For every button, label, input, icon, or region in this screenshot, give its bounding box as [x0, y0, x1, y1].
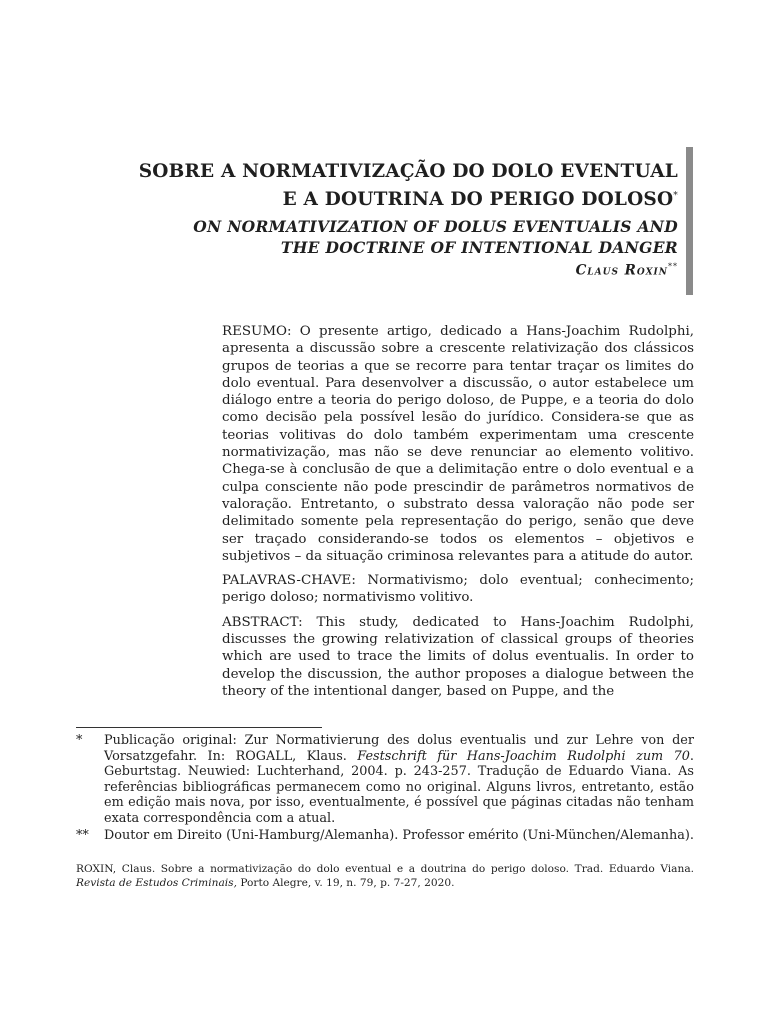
footnote-text-a: Publicação original: Zur Normativierung des dolus eventualis und zur Lehre von der Vorsatzgefahr. In: ROGALL, Klaus.: [104, 733, 694, 764]
author-line: [80, 262, 678, 279]
title-line-2-text: E A DOUTRINA DO PERIGO DOLOSO: [282, 189, 674, 211]
subtitle-line-2: THE DOCTRINE OF INTENTIONAL DANGER: [280, 238, 678, 257]
footnote-item: [76, 733, 694, 827]
author-name: Claus Roxin: [575, 262, 668, 279]
title-line-1: SOBRE A NORMATIVIZAÇÃO DO DOLO EVENTUAL: [138, 161, 678, 182]
citation-text-b: Porto Alegre, v. 19, n. 79, p. 7-27, 2020.: [236, 877, 455, 889]
footnote-book-title: Festschrift für Hans-Joachim Rudolphi zum 70: [357, 748, 690, 764]
subtitle-line-1: ON NORMATIVIZATION OF DOLUS EVENTUALIS AND: [193, 217, 678, 236]
article-subtitle: [80, 216, 678, 258]
footnote-item: [76, 828, 694, 844]
citation: [76, 862, 694, 890]
abstract-block: [222, 323, 694, 707]
author-footnote-mark[interactable]: **: [668, 262, 678, 271]
resumo-paragraph: RESUMO: O presente artigo, dedicado a Hans-Joachim Rudolphi, apresenta a discussão sobre a crescente relativização dos clássicos grupos de teorias a que se recorre para tentar traçar os limites do dolo eventual. Para desenvolver a discussão, o autor estabelece um diálogo entre a teoria do perigo doloso, de Puppe, e a teoria do dolo como decisão pela possível lesão do jurídico. Considera-se que as teorias volitivas do dolo também experimentam uma crescente normativização, mas não se deve renunciar ao elemento volitivo. Chega-se à conclusão de que a delimitação entre o dolo eventual e a culpa consciente não pode prescindir de parâmetros normativos de valoração. Entretanto, o substrato dessa valoração não pode ser delimitado somente pela representação do perigo, senão que deve ser traçado considerando-se todos os elementos – objetivos e subjetivos – da situação criminosa relevantes para a atitude do autor.: [222, 324, 694, 564]
keywords-paragraph: PALAVRAS-CHAVE: Normativismo; dolo eventual; conhecimento; perigo doloso; normativismo volitivo.: [222, 573, 694, 606]
footnote-text: Doutor em Direito (Uni-Hamburg/Alemanha). Professor emérito (Uni-München/Alemanha).: [104, 827, 694, 843]
citation-text-a: ROXIN, Claus. Sobre a normativização do dolo eventual e a doutrina do perigo doloso. Trad. Eduardo Viana.: [76, 863, 694, 875]
footnote-divider: [76, 727, 322, 728]
decorative-vertical-bar: [686, 147, 693, 295]
footnotes: [76, 733, 694, 844]
title-line-2: [80, 184, 678, 212]
citation-journal: Revista de Estudos Criminais,: [76, 877, 237, 889]
footnote-mark: **: [76, 827, 89, 843]
abstract-en-paragraph: ABSTRACT: This study, dedicated to Hans-Joachim Rudolphi, discusses the growing relativization of classical groups of theories which are used to trace the limits of dolus eventualis. In order to develop the discussion, the author proposes a dialogue between the theory of the intentional danger, based on Puppe, and the: [222, 614, 694, 699]
article-title: [80, 160, 678, 212]
title-footnote-mark[interactable]: *: [673, 191, 678, 201]
footnote-text: [104, 733, 694, 827]
footnote-mark: *: [76, 733, 83, 748]
footnote-text-b: . Geburtstag. Neuwied: Luchterhand, 2004. p. 243-257. Tradução de Eduardo Viana. As referências bibliográficas permanecem como no original. Alguns livros, entretanto, estão em edição mais nova, por isso, eventualmente, é possível que páginas citadas não tenham exata correspondência com a atual.: [104, 748, 694, 826]
